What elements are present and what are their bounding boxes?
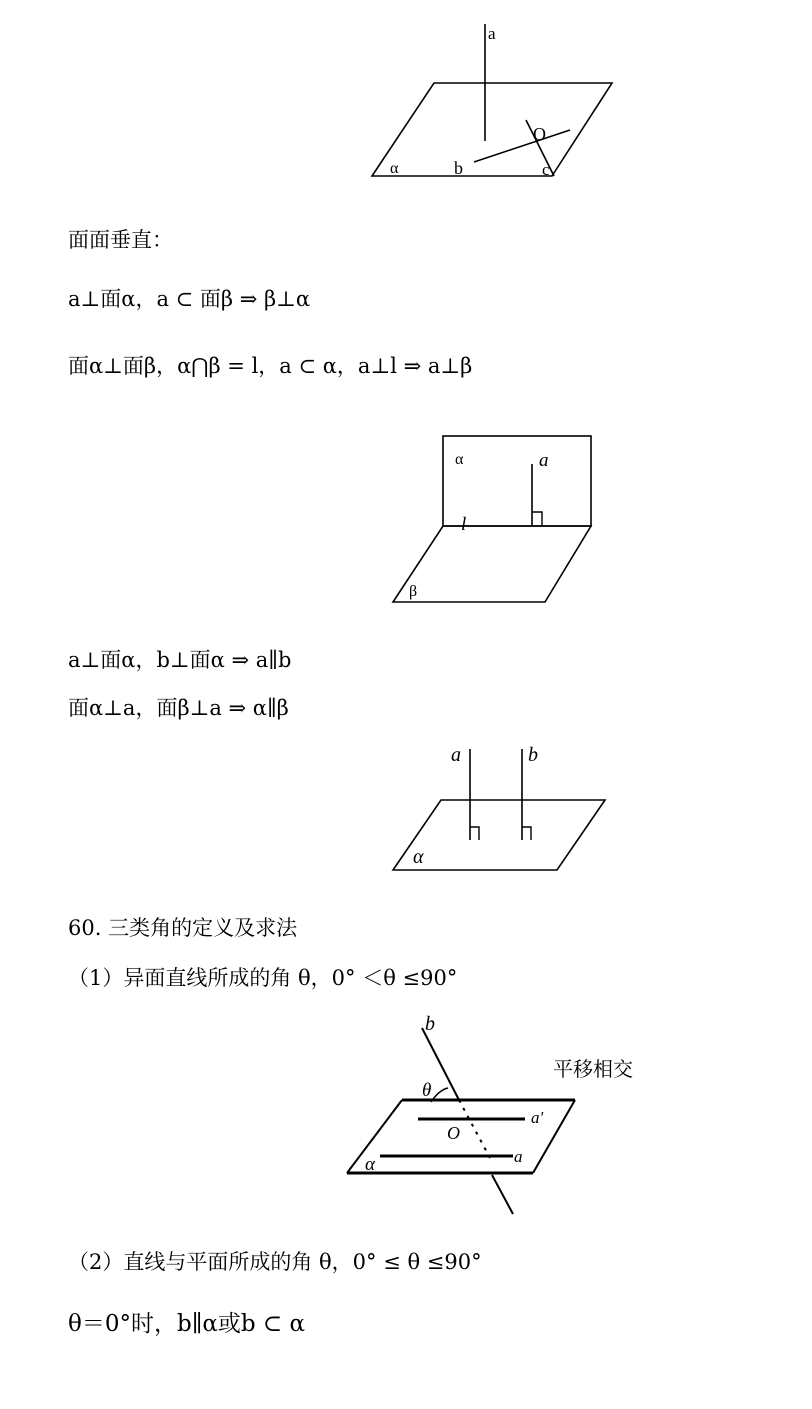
figure-skew-lines-angle bbox=[335, 1010, 665, 1225]
caption: 平移相交 bbox=[553, 1057, 633, 1081]
label-o: O bbox=[533, 124, 546, 144]
rule-4: 面α⊥a，面β⊥a ⇒ α∥β bbox=[68, 696, 289, 720]
figure-line-perp-plane bbox=[360, 18, 630, 188]
label-b: b bbox=[425, 1013, 435, 1035]
label-b: b bbox=[454, 158, 463, 178]
line-b-lower bbox=[492, 1175, 513, 1214]
right-angle-mark bbox=[532, 512, 542, 526]
item-1: （1）异面直线所成的角 θ，0° ＜θ ≤90° bbox=[68, 966, 458, 990]
rule-2: 面α⊥面β，α⋂β = l，a ⊂ α，a⊥l ⇒ a⊥β bbox=[68, 354, 473, 378]
label-alpha: α bbox=[390, 160, 399, 177]
plane-beta bbox=[393, 526, 591, 602]
plane-alpha bbox=[372, 83, 612, 176]
label-a-prime: a' bbox=[531, 1108, 544, 1127]
label-alpha: α bbox=[413, 846, 424, 868]
label-l: l bbox=[461, 514, 467, 535]
rule-3: a⊥面α，b⊥面α ⇒ a∥b bbox=[68, 648, 292, 672]
rule-1: a⊥面α，a ⊂ 面β ⇒ β⊥α bbox=[68, 287, 311, 311]
plane-alpha bbox=[393, 800, 605, 870]
plane-alpha bbox=[443, 436, 591, 526]
label-b: b bbox=[528, 744, 538, 766]
line-b-hidden bbox=[459, 1100, 490, 1158]
figure-plane-perp-plane bbox=[385, 430, 600, 610]
item-3: θ＝0°时，b∥α或b ⊂ α bbox=[68, 1311, 306, 1337]
line-b bbox=[474, 130, 570, 162]
label-alpha: α bbox=[455, 451, 464, 468]
label-theta: θ bbox=[422, 1080, 432, 1101]
label-o: O bbox=[447, 1123, 460, 1143]
heading-60: 60. 三类角的定义及求法 bbox=[68, 916, 298, 940]
item-2: （2）直线与平面所成的角 θ，0° ≤ θ ≤90° bbox=[68, 1250, 482, 1274]
right-angle-mark-b bbox=[522, 827, 531, 840]
label-c: c bbox=[542, 160, 550, 179]
label-alpha: α bbox=[365, 1154, 375, 1175]
label-a: a bbox=[451, 744, 461, 766]
face-perp-heading: 面面垂直： bbox=[68, 228, 173, 252]
right-angle-mark-a bbox=[470, 827, 479, 840]
label-a: a bbox=[514, 1147, 523, 1166]
label-a: a bbox=[539, 450, 549, 471]
label-beta: β bbox=[409, 583, 418, 600]
label-a: a bbox=[488, 24, 496, 43]
figure-parallel-lines bbox=[385, 735, 610, 875]
